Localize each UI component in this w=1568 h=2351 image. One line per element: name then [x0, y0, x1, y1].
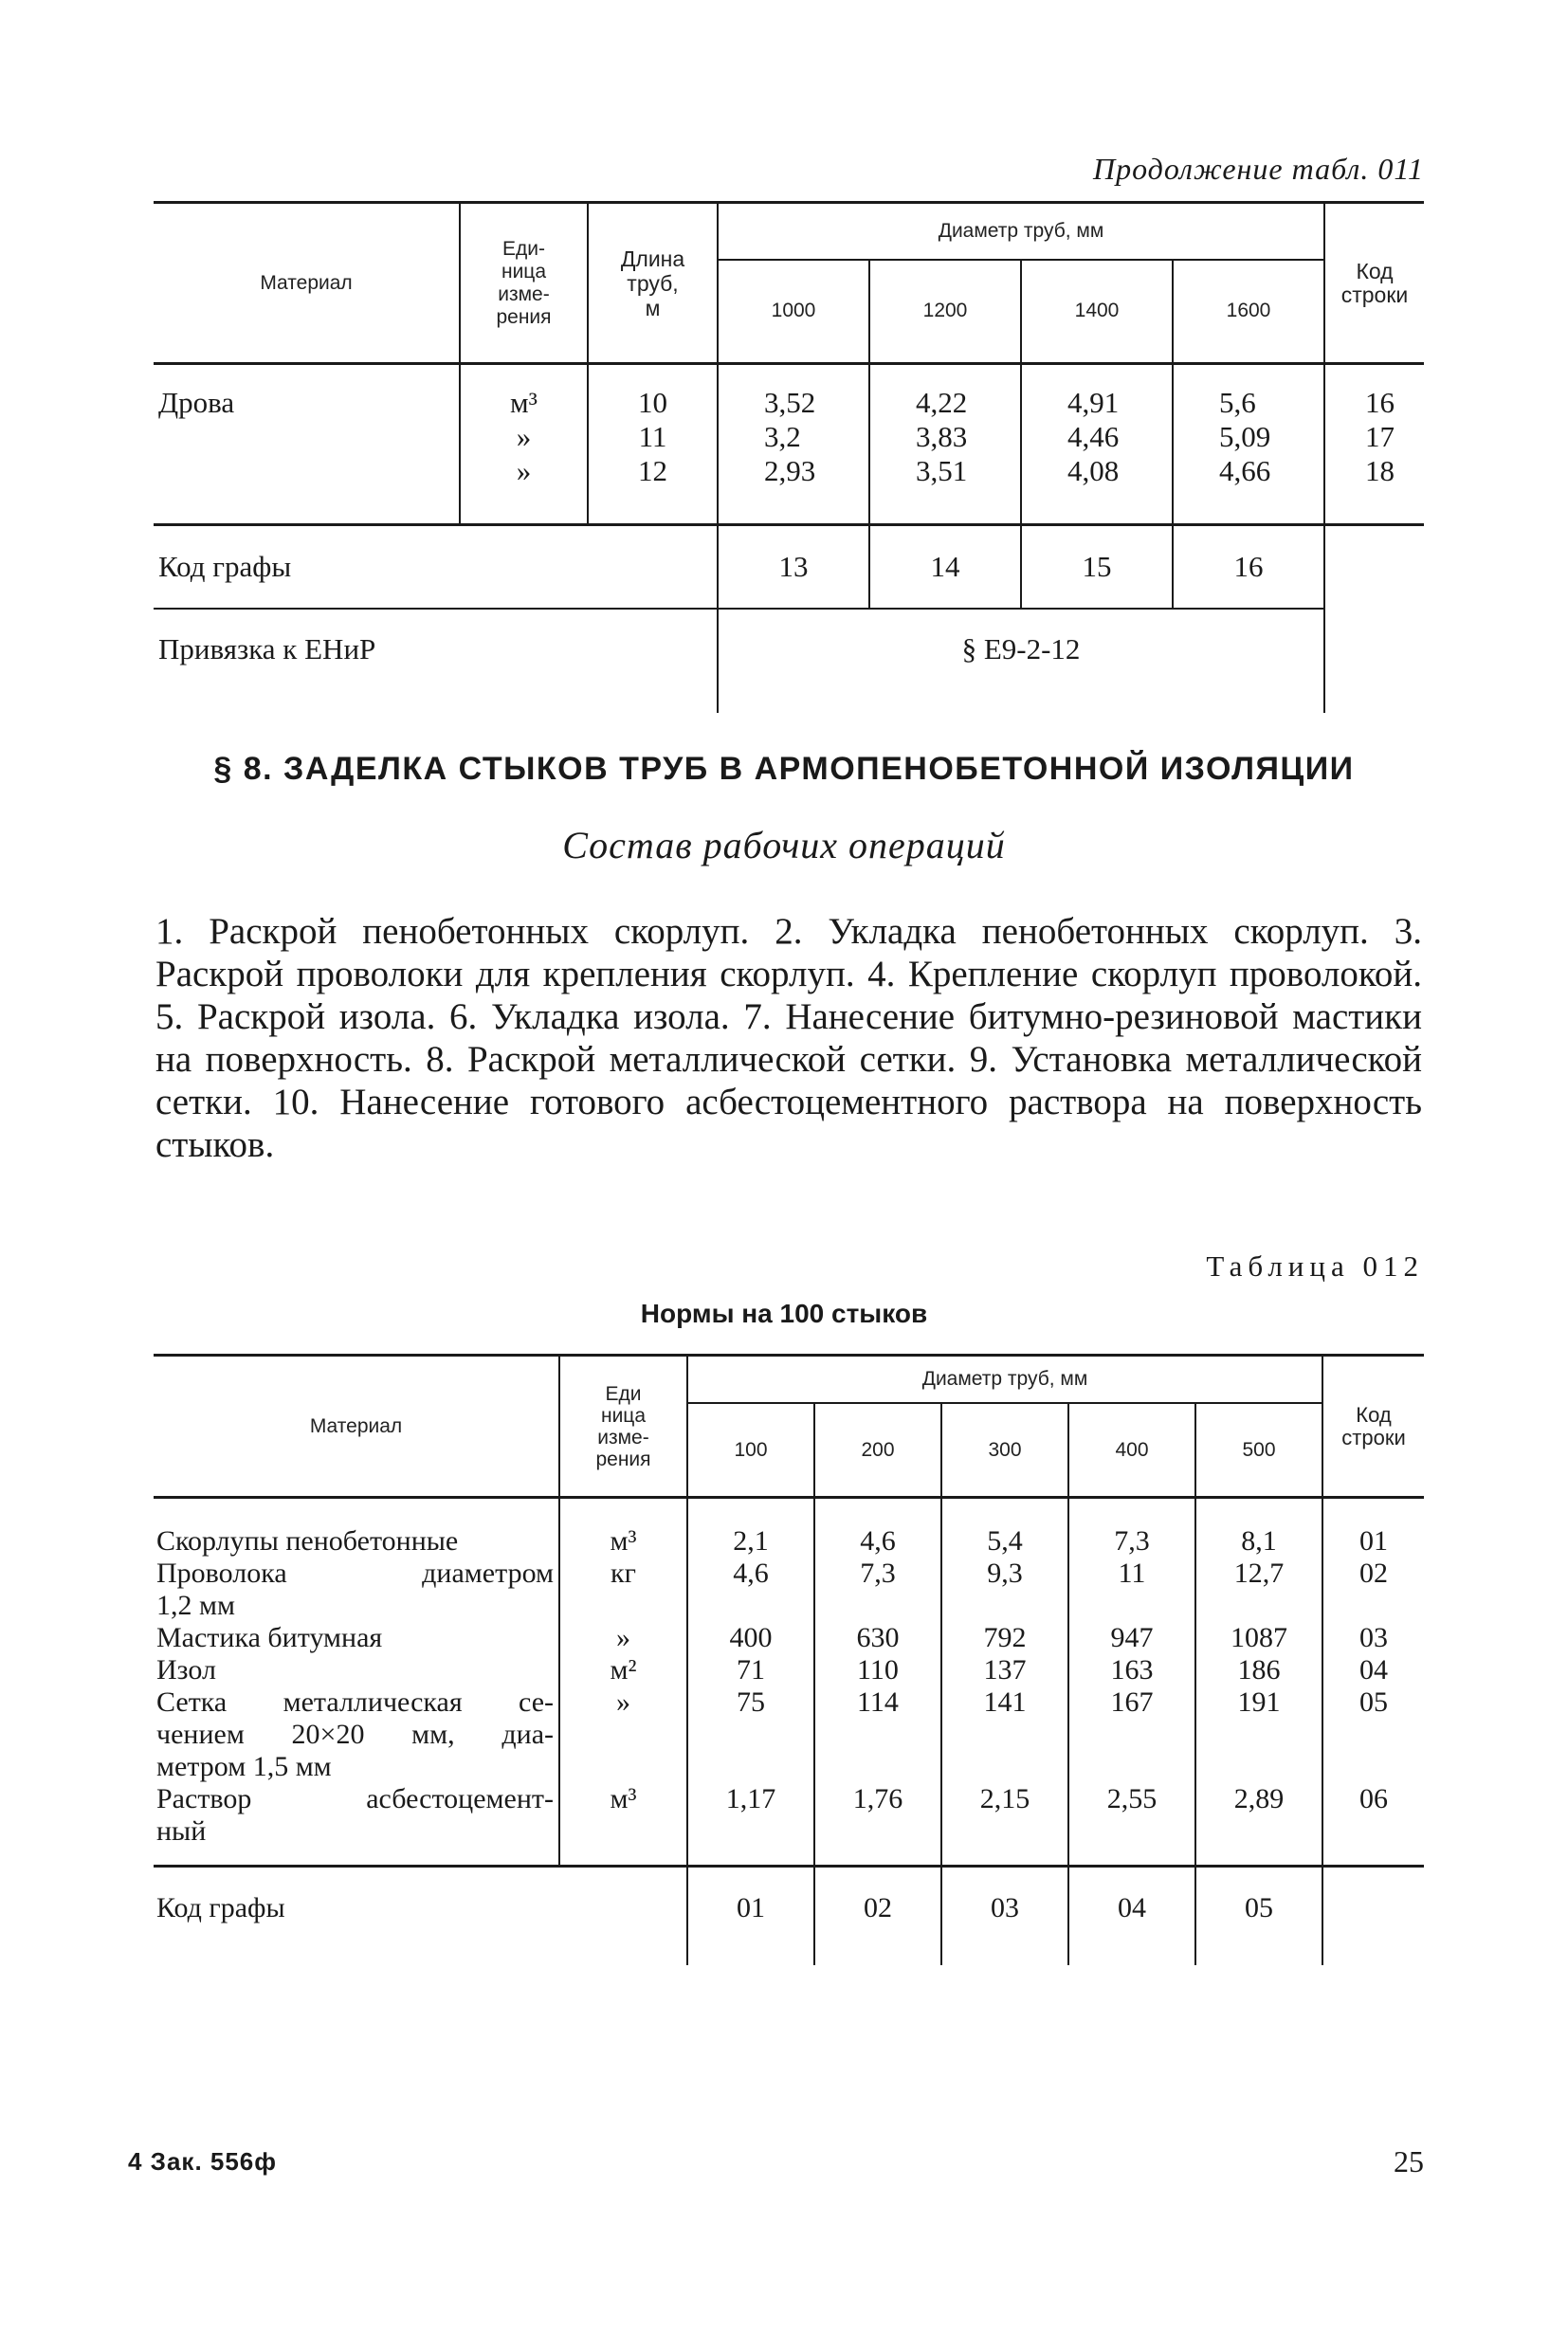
unit-cell: м³ » » — [460, 364, 588, 525]
graph-code-row — [154, 525, 1424, 609]
section-heading: § 8. ЗАДЕЛКА СТЫКОВ ТРУБ В АРМОПЕНОБЕТОННОЙ ИЗОЛЯЦИИ — [213, 751, 1355, 787]
values-cell-500: 8,1 12,7 1087 186 191 2,89 — [1195, 1498, 1322, 1867]
table-row — [154, 1498, 1424, 1867]
value-cell-1200: 4,22 3,83 3,51 — [869, 364, 1021, 525]
header-diameter-1000: 1000 — [718, 260, 869, 364]
graph-code-13: 13 — [718, 525, 869, 609]
table-011-continuation — [154, 201, 1424, 713]
values-cell-200: 4,6 7,3 630 110 114 1,76 — [814, 1498, 941, 1867]
graph-code-01: 01 — [687, 1867, 814, 1965]
graph-code-03: 03 — [941, 1867, 1068, 1965]
graph-code-label: Код графы — [154, 525, 718, 609]
graph-code-14: 14 — [869, 525, 1021, 609]
material-row: Сетка металлическая се- — [156, 1686, 554, 1718]
values-cell-100: 2,1 4,6 400 71 75 1,17 — [687, 1498, 814, 1867]
table-row — [154, 364, 1424, 525]
material-row: Изол — [156, 1654, 216, 1686]
header-material: Материал — [154, 203, 460, 364]
graph-code-05: 05 — [1195, 1867, 1322, 1965]
header-diameter-400: 400 — [1068, 1403, 1195, 1498]
header-diameter-300: 300 — [941, 1403, 1068, 1498]
table-012-title: Нормы на 100 стыков — [640, 1299, 928, 1328]
continuation-label: Продолжение табл. 011 — [1092, 152, 1424, 186]
page-number: 25 — [1394, 2144, 1424, 2178]
header-diameter-1200: 1200 — [869, 260, 1021, 364]
row-code-cell: 16 17 18 — [1324, 364, 1424, 525]
graph-code-02: 02 — [814, 1867, 941, 1965]
graph-code-04: 04 — [1068, 1867, 1195, 1965]
graph-code-label: Код графы — [154, 1867, 687, 1965]
header-material: Материал — [154, 1356, 559, 1498]
table-012-label: Таблица 012 — [1206, 1249, 1424, 1283]
header-diameter-100: 100 — [687, 1403, 814, 1498]
material-row: метром 1,5 мм — [156, 1751, 332, 1782]
value-cell-1000: 3,52 3,2 2,93 — [718, 364, 869, 525]
graph-code-15: 15 — [1021, 525, 1173, 609]
header-diameter-1600: 1600 — [1173, 260, 1324, 364]
header-length: Длина труб, м — [588, 203, 718, 364]
header-diameter-200: 200 — [814, 1403, 941, 1498]
header-unit: Еди- ница изме- рения — [460, 203, 588, 364]
material-row: Проволока диаметром — [156, 1558, 554, 1589]
header-unit: Еди ница изме- рения — [559, 1356, 687, 1498]
graph-code-16: 16 — [1173, 525, 1324, 609]
material-cell: Дрова — [154, 364, 460, 525]
enir-value: § Е9-2-12 — [718, 609, 1324, 713]
table-012 — [154, 1354, 1424, 1965]
material-row: ный — [156, 1815, 207, 1847]
values-cell-400: 7,3 11 947 163 167 2,55 — [1068, 1498, 1195, 1867]
materials-cell — [154, 1498, 559, 1867]
material-row: Раствор асбестоцемент- — [156, 1783, 554, 1814]
header-row-code: Код строки — [1322, 1356, 1424, 1498]
enir-row — [154, 609, 1424, 713]
graph-code-row — [154, 1867, 1424, 1965]
header-diameter-500: 500 — [1195, 1403, 1322, 1498]
operations-subheading: Состав рабочих операций — [562, 824, 1006, 866]
values-cell-300: 5,4 9,3 792 137 141 2,15 — [941, 1498, 1068, 1867]
material-row: Скорлупы пенобетонные — [156, 1525, 459, 1557]
value-cell-1600: 5,6 5,09 4,66 — [1173, 364, 1324, 525]
material-row: 1,2 мм — [156, 1590, 235, 1621]
header-row-code: Код строки — [1324, 203, 1424, 364]
header-diameter-group: Диаметр труб, мм — [687, 1356, 1322, 1403]
print-order-note: 4 Зак. 556ф — [128, 2147, 278, 2176]
header-diameter-group: Диаметр труб, мм — [718, 203, 1324, 260]
operations-paragraph: 1. Раскрой пенобетонных скорлуп. 2. Укладка пенобетонных скорлуп. 3. Раскрой проволоки для крепления скорлуп. 4. Крепление скорлуп проволокой. 5. Раскрой изола. 6. Укладка изола. 7. Нанесение битумно-резиновой мастики на поверхность. 8. Раскрой металлической сетки. 9. Установка металлической сетки. 10. Нанесение готового асбестоцементного раствора на поверхность стыков. — [155, 911, 1422, 1165]
units-cell: м³ кг » м² » м³ — [559, 1498, 687, 1867]
header-diameter-1400: 1400 — [1021, 260, 1173, 364]
enir-label: Привязка к ЕНиР — [154, 609, 718, 713]
row-codes-cell: 01 02 03 04 05 06 — [1322, 1498, 1424, 1867]
material-row: чением 20×20 мм, диа- — [156, 1719, 554, 1750]
value-cell-1400: 4,91 4,46 4,08 — [1021, 364, 1173, 525]
length-cell: 10 11 12 — [588, 364, 718, 525]
material-row: Мастика битумная — [156, 1622, 383, 1653]
